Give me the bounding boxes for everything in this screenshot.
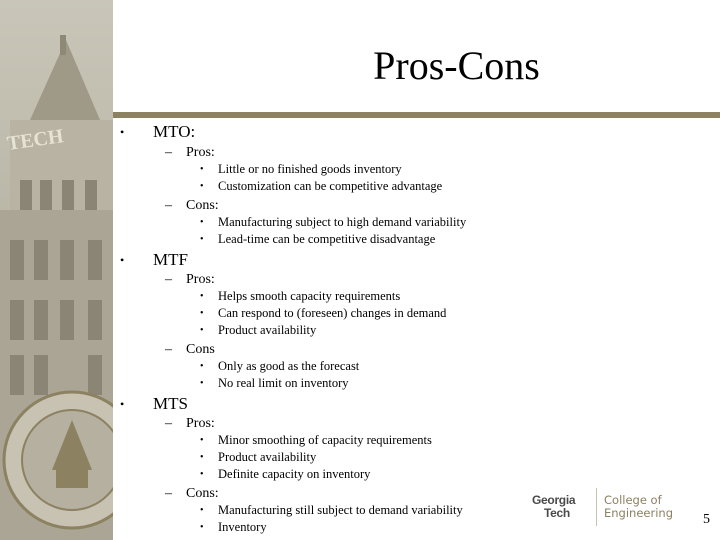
bullet-icon: •	[120, 125, 125, 139]
building-illustration	[0, 0, 113, 540]
svg-text:TECH: TECH	[5, 125, 65, 155]
slide-title: Pros-Cons	[373, 43, 540, 88]
page-number: 5	[703, 512, 710, 527]
section-heading: MTF	[153, 250, 188, 269]
title-underline-rule	[113, 112, 720, 118]
bullet-icon: •	[120, 397, 125, 411]
georgia-tech-coe-logo	[532, 488, 692, 528]
logo-college-of-engineering: College of Engineering	[604, 493, 673, 520]
section-heading: MTS	[153, 394, 188, 413]
bullet-icon: •	[120, 253, 125, 267]
logo-divider	[596, 488, 597, 526]
logo-georgia-tech: Georgia Tech	[532, 493, 576, 520]
section-heading: MTO:	[153, 122, 196, 141]
building-photo-strip	[0, 0, 113, 540]
